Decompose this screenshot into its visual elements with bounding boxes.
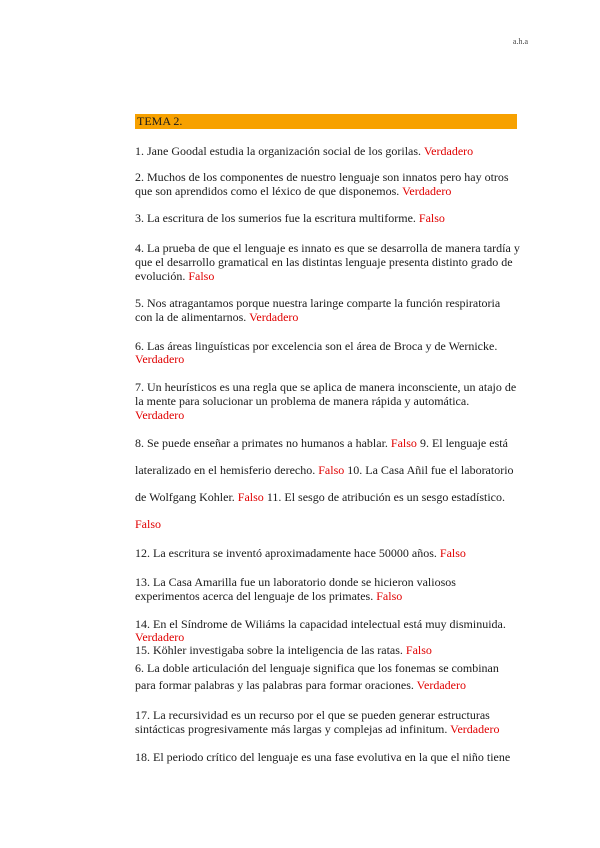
question-line: 15. Köhler investigaba sobre la inteligencia de las ratas. Falso	[135, 643, 432, 657]
answer: Falso	[135, 517, 162, 531]
question-line: 3. La escritura de los sumerios fue la escritura multiforme. Falso	[135, 211, 445, 225]
question-line: 7. Un heurísticos es una regla que se aplica de manera inconsciente, un atajo de	[135, 380, 517, 394]
answer: Falso	[237, 490, 264, 504]
answer: Verdadero	[450, 722, 500, 736]
question-line: 12. La escritura se inventó aproximadamente hace 50000 años. Falso	[135, 546, 466, 560]
answer: Verdadero	[249, 310, 299, 324]
question-line: sintácticas progresivamente más largas y complejas ad infinitum. Verdadero	[135, 722, 500, 736]
answer: Falso	[405, 643, 432, 657]
question-line: 6. La doble articulación del lenguaje significa que los fonemas se combinan	[135, 661, 499, 675]
answer: Verdadero	[135, 408, 185, 422]
question-line: que el desarrollo gramatical en las distintas lenguaje presenta distinto grado de	[135, 255, 513, 269]
answer: Verdadero	[423, 144, 474, 158]
question-line: con la de alimentarnos. Verdadero	[135, 310, 299, 324]
answer: Falso	[376, 589, 403, 603]
question-line: 13. La Casa Amarilla fue un laboratorio donde se hicieron valiosos	[135, 575, 456, 589]
answer: Falso	[188, 269, 215, 283]
answer: Falso	[318, 463, 345, 477]
question-line	[135, 408, 520, 423]
question-line: experimentos acerca del lenguaje de los primates. Falso	[135, 589, 403, 603]
question-line	[135, 352, 520, 367]
answer: Verdadero	[416, 678, 466, 692]
question-line	[135, 517, 520, 532]
answer: Falso	[439, 546, 466, 560]
question-line: 4. La prueba de que el lenguaje es innato es que se desarrolla de manera tardía y	[135, 241, 520, 255]
question-line: evolución. Falso	[135, 269, 215, 283]
answer: Verdadero	[135, 352, 185, 366]
question-line: 5. Nos atragantamos porque nuestra laringe comparte la función respiratoria	[135, 296, 501, 310]
question-line: la mente para solucionar un problema de manera rápida y automática.	[135, 394, 470, 408]
question-line: para formar palabras y las palabras para formar oraciones. Verdadero	[135, 678, 466, 692]
answer: Verdadero	[135, 630, 185, 644]
question-line: 2. Muchos de los componentes de nuestro lenguaje son innatos pero hay otros	[135, 170, 509, 184]
question-line: lateralizado en el hemisferio derecho. Falso 10. La Casa Añil fue el laboratorio	[135, 463, 514, 477]
question-line: 17. La recursividad es un recurso por el que se pueden generar estructuras	[135, 708, 490, 722]
question-line: 18. El periodo crítico del lenguaje es una fase evolutiva en la que el niño tiene	[135, 750, 511, 764]
question-line: 1. Jane Goodal estudia la organización social de los gorilas. Verdadero	[135, 144, 474, 158]
question-line: 6. Las áreas linguísticas por excelencia son el área de Broca y de Wernicke.	[135, 339, 498, 353]
section-title: TEMA 2.	[135, 114, 517, 129]
answer: Verdadero	[402, 184, 452, 198]
question-line: de Wolfgang Kohler. Falso 11. El sesgo de atribución es un sesgo estadístico.	[135, 490, 505, 504]
answer: Falso	[418, 211, 445, 225]
question-line: 14. En el Síndrome de Wiliáms la capacidad intelectual está muy disminuida.	[135, 617, 506, 631]
answer: Falso	[390, 436, 417, 450]
question-line: que son aprendidos como el léxico de que disponemos. Verdadero	[135, 184, 452, 198]
header-mark: a.h.a	[512, 37, 528, 46]
question-line: 8. Se puede enseñar a primates no humanos a hablar. Falso 9. El lenguaje está	[135, 436, 508, 450]
